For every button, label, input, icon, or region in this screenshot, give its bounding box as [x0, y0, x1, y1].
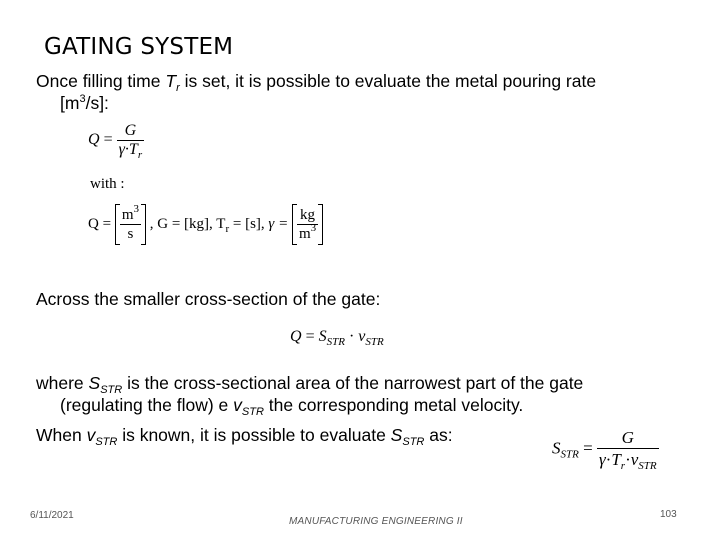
text: the corresponding metal velocity.: [263, 395, 524, 415]
text: Once filling time: [36, 71, 166, 91]
subscript: r: [137, 149, 143, 161]
subscript: STR: [100, 384, 123, 396]
fraction-denominator: s: [127, 226, 134, 242]
fraction-denominator: [597, 449, 659, 471]
paragraph-line: [36, 394, 696, 416]
gamma: γ: [598, 450, 606, 469]
subscript: STR: [638, 460, 657, 472]
m: m: [298, 226, 311, 242]
eq-equals: =: [583, 438, 593, 458]
paragraph-cross-section: Across the smaller cross-section of the gate:: [36, 289, 381, 309]
unit-Tr: [216, 215, 265, 235]
dot: ·: [625, 450, 631, 469]
fraction-numerator: G: [117, 122, 145, 141]
subscript: STR: [402, 436, 425, 448]
text: as:: [424, 425, 453, 445]
fraction: [597, 428, 659, 471]
equation-pouring-rate: [88, 122, 144, 159]
text: where: [36, 373, 89, 393]
superscript: 3: [310, 222, 317, 234]
fraction: [117, 122, 145, 159]
symbol-S: S: [390, 425, 403, 445]
text: (regulating the flow) e: [60, 395, 234, 415]
eq-lhs: Q: [88, 131, 100, 149]
subscript: STR: [560, 448, 579, 461]
bracket-Q-unit: [115, 204, 146, 245]
footer-date: 6/11/2021: [30, 510, 74, 521]
eq-dot: ·: [348, 328, 355, 345]
eq-S: S: [318, 328, 327, 345]
text: When: [36, 425, 87, 445]
T: T: [611, 450, 621, 469]
paragraph-when: [36, 424, 453, 446]
with-label: with :: [90, 176, 125, 192]
footer-page-number: 103: [660, 509, 677, 520]
paragraph-line: [36, 92, 696, 114]
v: v: [630, 450, 639, 469]
text: is known, it is possible to evaluate: [117, 425, 391, 445]
paragraph-where: [36, 372, 696, 416]
dot: ·: [124, 141, 129, 158]
gamma: γ: [118, 141, 125, 158]
paragraph-line: [36, 70, 696, 92]
subscript: STR: [95, 436, 118, 448]
symbol-v: v: [86, 425, 96, 445]
T: T: [128, 141, 138, 158]
text: is the cross-sectional area of the narrowest part of the gate: [122, 373, 584, 393]
equation-section: [552, 428, 659, 471]
equation-flow: [290, 328, 384, 346]
subscript: STR: [326, 336, 345, 348]
m: m: [121, 207, 134, 223]
dot: ·: [605, 450, 612, 469]
eq-S: S: [552, 438, 561, 458]
text: = [s],: [232, 215, 265, 232]
eq-equals: =: [305, 328, 315, 345]
bracket-gamma-unit: [292, 204, 323, 245]
eq-v: v: [358, 328, 366, 345]
symbol-T: T: [165, 71, 177, 91]
subscript: STR: [241, 406, 264, 418]
eq-Q: Q: [290, 328, 302, 345]
fraction: [120, 203, 141, 243]
eq-equals: =: [103, 131, 113, 149]
fraction-numerator: G: [597, 428, 659, 449]
superscript: 3: [79, 93, 86, 105]
subscript: STR: [365, 336, 384, 348]
subscript: r: [225, 222, 230, 235]
text: /s]:: [85, 93, 109, 113]
fraction-denominator: [297, 222, 318, 243]
fraction-numerator: kg: [297, 206, 318, 225]
T: T: [216, 215, 226, 232]
unit-G: , G = [kg],: [149, 215, 213, 232]
footer-course: MANUFACTURING ENGINEERING II: [289, 516, 463, 527]
unit-gamma: γ =: [268, 215, 289, 232]
fraction-numerator: [120, 203, 141, 225]
subscript: r: [620, 460, 626, 472]
fraction-denominator: [117, 141, 145, 159]
fraction: [297, 206, 318, 243]
unit-Q: Q: [88, 215, 99, 232]
slide-title: GATING SYSTEM: [44, 34, 234, 60]
superscript: 3: [133, 203, 139, 215]
units-line: [88, 204, 323, 245]
paragraph-pouring-rate: [36, 70, 696, 114]
text: [m: [60, 93, 80, 113]
unit-equals: =: [102, 215, 112, 232]
text: is set, it is possible to evaluate the metal pouring rate: [179, 71, 597, 91]
symbol-S: S: [88, 373, 101, 393]
paragraph-line: [36, 372, 696, 394]
subscript: r: [176, 82, 180, 94]
symbol-v: v: [233, 395, 242, 415]
